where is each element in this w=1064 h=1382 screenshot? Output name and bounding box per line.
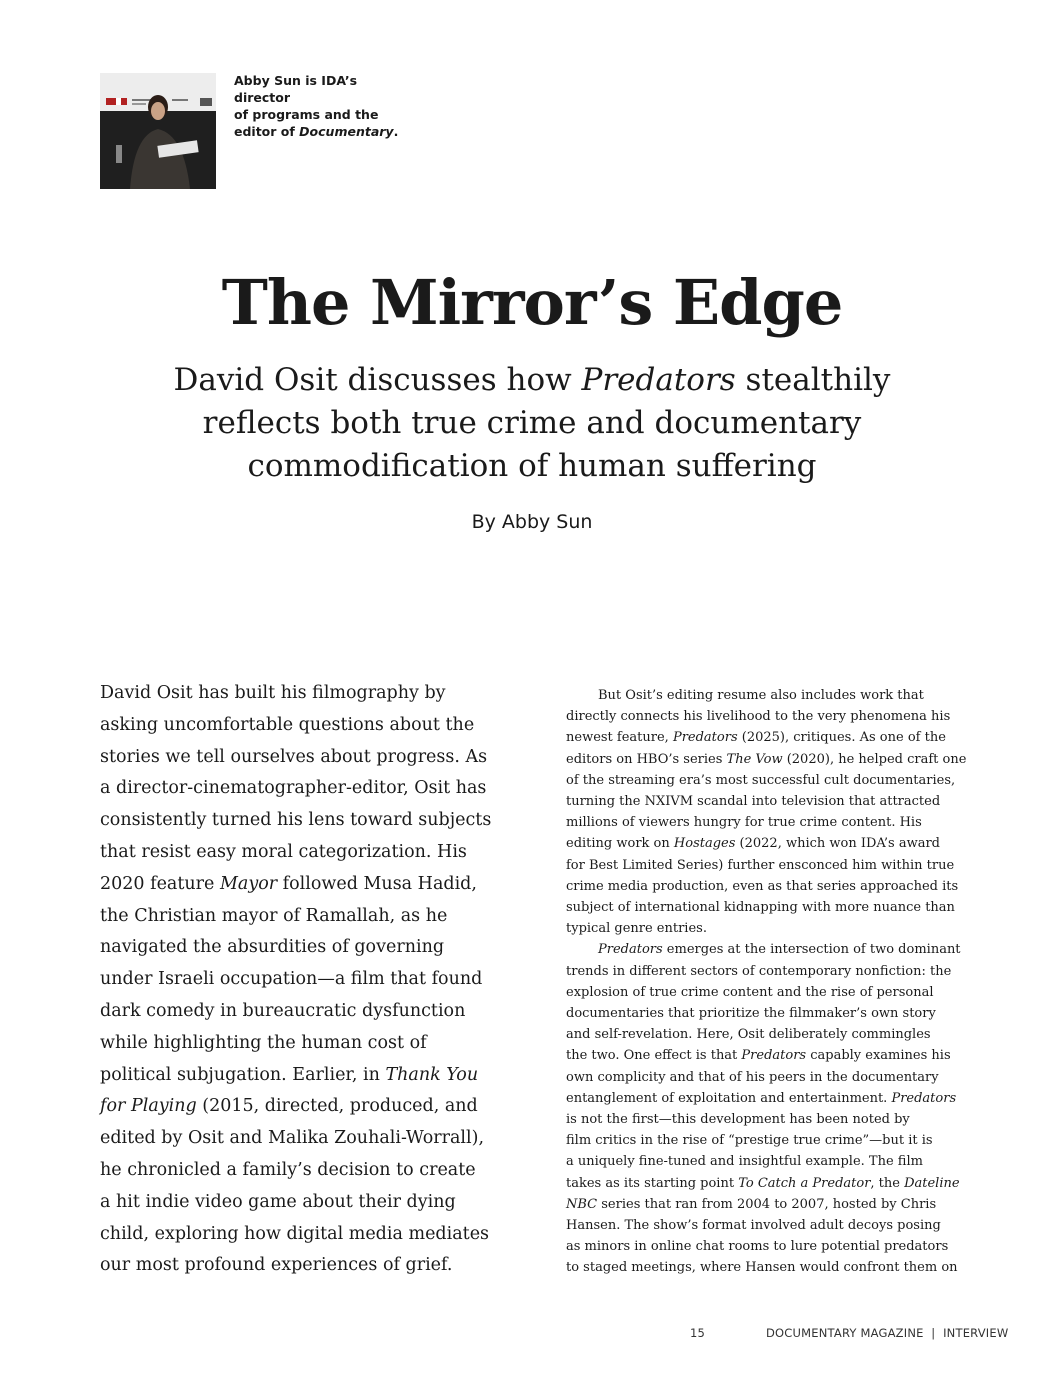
text-line: [566, 749, 1016, 770]
film-title: Hostages: [673, 836, 736, 852]
text-line: a hit indie video game about their dying: [100, 1191, 456, 1212]
film-title: for Playing: [100, 1096, 197, 1117]
text-line: dark comedy in bureaucratic dysfunction: [100, 1000, 466, 1021]
text-line: [566, 939, 1016, 960]
text-line: film critics in the rise of “prestige true crime”—but it is: [566, 1133, 933, 1149]
text-line: for Best Limited Series) further ensconced him within true: [566, 857, 955, 873]
text-line: he chronicled a family’s decision to create: [100, 1159, 476, 1180]
text-line: as minors in online chat rooms to lure potential predators: [566, 1239, 949, 1255]
author-bio-line: [234, 123, 414, 140]
page-number: 15: [690, 1326, 706, 1340]
text-line: [100, 1091, 550, 1123]
text-line: explosion of true crime content and the rise of personal: [566, 984, 934, 1000]
film-title: Predators: [672, 730, 738, 746]
text: newest feature,: [566, 730, 673, 746]
author-photo: [100, 73, 216, 189]
text: (2020), he helped craft one: [782, 751, 967, 767]
article-subtitle: [130, 359, 934, 488]
text: followed Musa Hadid,: [277, 873, 477, 894]
film-title: Mayor: [219, 873, 278, 894]
text: the two. One effect is that: [566, 1048, 742, 1064]
subtitle-line: [130, 359, 934, 402]
show-title: Dateline: [904, 1175, 960, 1191]
text: , the: [870, 1175, 905, 1191]
text: (2025), critiques. As one of the: [737, 730, 946, 746]
text: editors on HBO’s series: [566, 751, 727, 767]
text-line: David Osit has built his filmography by: [100, 683, 446, 703]
bio-text: editor of: [234, 124, 300, 139]
author-bio-line: of programs and the: [234, 107, 379, 122]
text-line: and self-revelation. Here, Osit deliberately commingles: [566, 1027, 931, 1043]
text-line: But Osit’s editing resume also includes work that: [598, 688, 924, 703]
text-line: directly connects his livelihood to the very phenomena his: [566, 709, 951, 725]
text-line: [566, 833, 1016, 854]
text-line: [566, 1088, 1016, 1109]
text-line: navigated the absurdities of governing: [100, 937, 445, 958]
text: political subjugation. Earlier, in: [100, 1064, 386, 1085]
text: editing work on: [566, 836, 674, 852]
text-line: [100, 1060, 550, 1092]
text-line: under Israeli occupation—a film that found: [100, 969, 483, 990]
text-line: to staged meetings, where Hansen would confront them on: [566, 1260, 958, 1276]
running-head: DOCUMENTARY MAGAZINE | INTERVIEW: [766, 1326, 1009, 1340]
film-title: Thank You: [385, 1064, 479, 1085]
text-line: crime media production, even as that series approached its: [566, 878, 959, 894]
film-title: Predators: [891, 1090, 957, 1106]
subtitle-line: reflects both true crime and documentary: [202, 405, 862, 441]
text-line: Hansen. The show’s format involved adult decoys posing: [566, 1218, 941, 1234]
show-title: NBC: [566, 1196, 598, 1212]
article-title: The Mirror’s Edge: [221, 266, 843, 339]
text-line: [566, 1194, 1016, 1215]
text-line: stories we tell ourselves about progress. As: [100, 746, 488, 767]
text-line: millions of viewers hungry for true crime content. His: [566, 815, 922, 831]
text-line: asking uncomfortable questions about the: [100, 714, 475, 735]
text-line: turning the NXIVM scandal into television that attracted: [566, 794, 941, 810]
text-line: edited by Osit and Malika Zouhali-Worrall),: [100, 1128, 485, 1149]
byline: By Abby Sun: [471, 511, 593, 533]
author-bio-line: Abby Sun is IDA’s director: [234, 73, 358, 105]
subtitle-text: David Osit discusses how: [173, 362, 582, 398]
text: series that ran from 2004 to 2007, hosted by Chris: [597, 1196, 937, 1212]
text-line: our most profound experiences of grief.: [100, 1255, 453, 1276]
magazine-name: Documentary: [299, 124, 394, 139]
text-line: consistently turned his lens toward subjects: [100, 810, 492, 831]
bio-text: .: [393, 124, 399, 139]
lead-paragraph: [100, 678, 550, 1282]
text-line: [566, 1045, 1016, 1066]
subtitle-line: commodification of human suffering: [247, 448, 817, 484]
text-line: trends in different sectors of contemporary nonfiction: the: [566, 963, 952, 979]
text-line: that resist easy moral categorization. His: [100, 841, 467, 862]
text: 2020 feature: [100, 873, 220, 894]
text-line: [100, 869, 550, 901]
text-line: typical genre entries.: [566, 921, 707, 937]
text-line: documentaries that prioritize the filmmaker’s own story: [566, 1006, 936, 1022]
text-line: is not the first—this development has been noted by: [566, 1112, 910, 1128]
text-line: of the streaming era’s most successful cult documentaries,: [566, 772, 956, 788]
text: emerges at the intersection of two dominant: [662, 942, 961, 958]
show-title: To Catch a Predator: [738, 1175, 871, 1191]
text: (2022, which won IDA’s award: [735, 836, 940, 852]
text: entanglement of exploitation and entertainment.: [566, 1090, 892, 1106]
film-title: Predators: [741, 1048, 807, 1064]
text: capably examines his: [806, 1048, 951, 1064]
text-line: a director-cinematographer-editor, Osit has: [100, 778, 487, 799]
film-title: The Vow: [726, 751, 783, 767]
text: (2015, directed, produced, and: [196, 1096, 478, 1117]
text-line: [566, 727, 1016, 748]
text-line: the Christian mayor of Ramallah, as he: [100, 905, 448, 926]
text: takes as its starting point: [566, 1175, 739, 1191]
text-line: while highlighting the human cost of: [100, 1032, 427, 1053]
text-line: own complicity and that of his peers in the documentary: [566, 1069, 939, 1085]
author-bio: [234, 72, 414, 140]
author-photo-illustration: [100, 73, 216, 189]
text-line: [566, 1173, 1016, 1194]
text-line: child, exploring how digital media mediates: [100, 1223, 490, 1244]
film-title: Predators: [581, 362, 736, 398]
text-line: a uniquely fine-tuned and insightful example. The film: [566, 1154, 923, 1170]
subtitle-text: stealthily: [735, 362, 891, 398]
text-line: subject of international kidnapping with more nuance than: [566, 900, 955, 916]
film-title: Predators: [598, 942, 663, 958]
body-column: [566, 685, 1016, 1279]
